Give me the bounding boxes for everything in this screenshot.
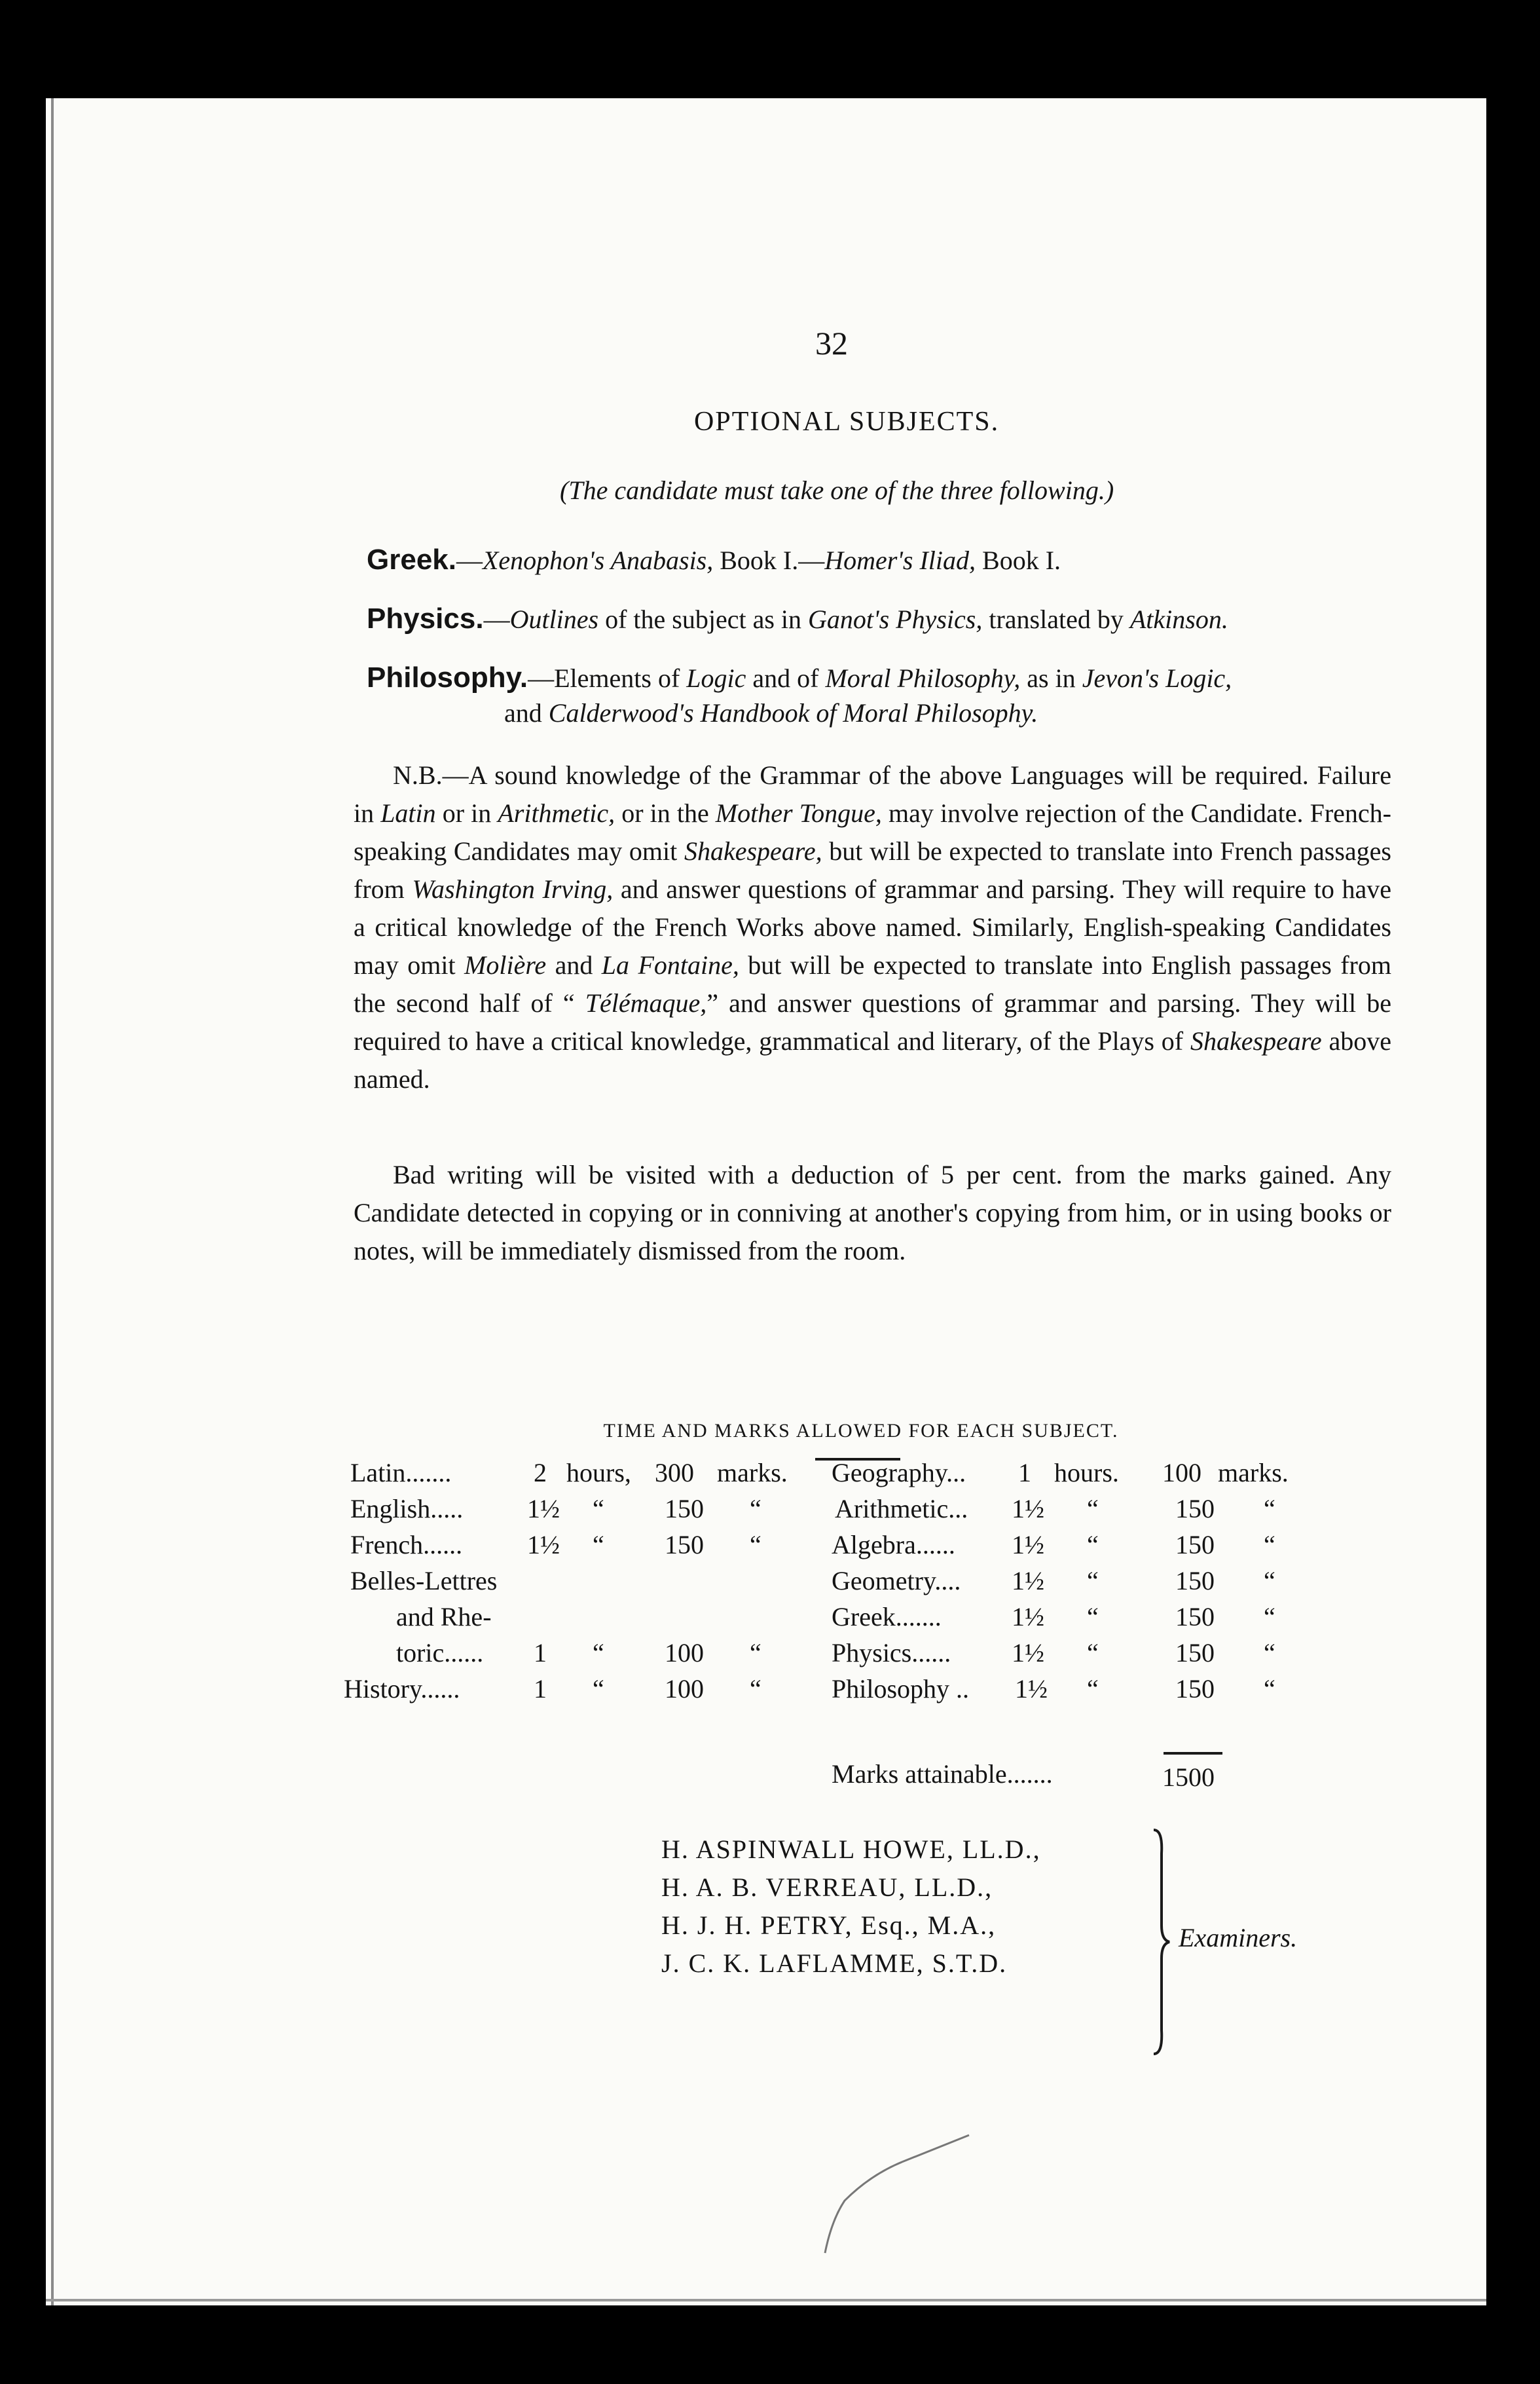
table-cell-hours: 1½ — [527, 1494, 560, 1523]
table-cell-hours: 1½ — [1012, 1530, 1044, 1559]
table-cell-hours: 1 — [534, 1674, 547, 1704]
text-italic: Télémaque, — [585, 988, 707, 1018]
text-italic: Xenophon's Anabasis, — [482, 546, 714, 575]
text: translated by — [982, 605, 1130, 634]
table-cell-subject: Philosophy .. — [832, 1674, 970, 1704]
text: may involve rejection of the Candidate. French-speaking Candidates may omit — [354, 798, 1391, 866]
text-italic: Homer's Iliad, — [824, 546, 976, 575]
table-cell-hours: 1½ — [527, 1530, 560, 1559]
table-cell-marks-unit: “ — [750, 1494, 761, 1523]
text: as in — [1020, 663, 1082, 693]
table-cell-marks-unit: “ — [1264, 1638, 1275, 1667]
subject-philosophy — [367, 661, 1232, 694]
text: and — [546, 950, 602, 980]
text: or in the — [615, 798, 716, 828]
text-italic: Ganot's Physics, — [808, 605, 983, 634]
text-italic: La Fontaine, — [601, 950, 739, 980]
table-cell-marks-unit: “ — [750, 1638, 761, 1667]
total-label: Marks attainable....... — [832, 1759, 1053, 1789]
table-cell-subject: Arithmetic... — [835, 1494, 968, 1523]
table-cell-marks-unit: “ — [1264, 1674, 1275, 1704]
subject-name: Physics. — [367, 603, 484, 635]
examiner-name: H. J. H. PETRY, Esq., M.A., — [661, 1910, 997, 1940]
table-cell-subject: Belles-Lettres — [350, 1566, 498, 1595]
text-italic: Mother Tongue, — [715, 798, 882, 828]
page-edge-shadow — [51, 98, 54, 2305]
table-cell-hours: 1½ — [1012, 1494, 1044, 1523]
subject-name: Philosophy. — [367, 661, 528, 694]
text-italic: Latin — [380, 798, 436, 828]
table-cell-marks-unit: “ — [1264, 1494, 1275, 1523]
bad-writing-paragraph: Bad writing will be visited with a deduction of 5 per cent. from the marks gained. Any Candidate detected in copying or in conniving at another's copying from him, or in using books or notes, will be immediately dismissed from the room. — [354, 1160, 1391, 1265]
examiner-name: J. C. K. LAFLAMME, S.T.D. — [661, 1948, 1008, 1978]
text-italic: Arithmetic, — [498, 798, 615, 828]
table-cell-hours: 1½ — [1012, 1602, 1044, 1631]
text-italic: Washington Irving, — [412, 874, 614, 904]
table-cell-marks-unit: “ — [750, 1530, 761, 1559]
text-italic: Molière — [464, 950, 547, 980]
examiner-name: H. A. B. VERREAU, LL.D., — [661, 1872, 993, 1902]
table-cell-hours-unit: “ — [1087, 1566, 1099, 1595]
text: Book I. — [976, 546, 1061, 575]
total-value: 1500 — [1162, 1762, 1215, 1792]
table-cell-hours-unit: “ — [1087, 1638, 1099, 1667]
text: — — [456, 546, 483, 575]
table-cell-hours-unit: “ — [1087, 1674, 1099, 1704]
table-cell-marks: 150 — [665, 1494, 704, 1523]
table-cell-hours-unit: hours. — [1054, 1458, 1119, 1487]
table-cell-hours: 2 — [534, 1458, 547, 1487]
examiners-label: Examiners. — [1179, 1923, 1298, 1952]
table-cell-subject: Geometry.... — [832, 1566, 961, 1595]
table-cell-subject: History...... — [344, 1674, 460, 1704]
text-italic: Shakespeare — [1190, 1026, 1322, 1056]
table-cell-marks-unit: “ — [1264, 1602, 1275, 1631]
text: N.B.—A sound knowledge of the Grammar of the above Languages will be required. Failure in — [354, 760, 1391, 828]
table-cell-hours: 1½ — [1012, 1638, 1044, 1667]
table-cell-marks: 150 — [665, 1530, 704, 1559]
table-cell-hours: 1½ — [1015, 1674, 1048, 1704]
text: or in — [435, 798, 498, 828]
table-cell-subject: Greek....... — [832, 1602, 942, 1631]
text: and — [504, 698, 549, 728]
table-cell-subject: French...... — [350, 1530, 463, 1559]
text: —Elements of — [528, 663, 687, 693]
table-cell-marks: 100 — [665, 1638, 704, 1667]
text-italic: Atkinson. — [1129, 605, 1228, 634]
text-italic: Shakespeare, — [684, 836, 822, 866]
table-cell-marks: 150 — [1175, 1674, 1215, 1704]
document-page — [46, 98, 1486, 2305]
table-cell-marks-unit: “ — [1264, 1530, 1275, 1559]
table-cell-marks: 150 — [1175, 1494, 1215, 1523]
subject-physics — [367, 603, 1228, 635]
table-cell-subject: Geography... — [832, 1458, 966, 1487]
table-cell-marks: 300 — [655, 1458, 694, 1487]
nb-paragraph — [354, 756, 1391, 1098]
table-cell-subject: Algebra...... — [832, 1530, 955, 1559]
instruction-note: (The candidate must take one of the three following.) — [560, 475, 1114, 505]
subject-philosophy-line-2 — [504, 698, 1038, 728]
table-cell-subject: Physics...... — [832, 1638, 951, 1667]
table-cell-hours-unit: “ — [593, 1638, 604, 1667]
text: — — [483, 605, 510, 634]
table-cell-hours: 1 — [1018, 1458, 1031, 1487]
table-cell-subject: English..... — [350, 1494, 464, 1523]
text-italic: Logic — [686, 663, 746, 693]
table-heading: TIME AND MARKS ALLOWED FOR EACH SUBJECT. — [603, 1420, 1119, 1442]
text: and of — [746, 663, 826, 693]
table-cell-marks: 150 — [1175, 1602, 1215, 1631]
subject-greek — [367, 544, 1061, 576]
text-italic: Calderwood's Handbook of Moral Philosophy. — [548, 698, 1038, 728]
section-title: OPTIONAL SUBJECTS. — [694, 407, 1000, 437]
table-cell-marks-unit: “ — [750, 1674, 761, 1704]
table-cell-marks: 150 — [1175, 1638, 1215, 1667]
table-cell-hours-unit: “ — [593, 1494, 604, 1523]
table-cell-marks-unit: marks. — [717, 1458, 788, 1487]
table-cell-hours-unit: “ — [593, 1530, 604, 1559]
text-italic: Jevon's Logic, — [1082, 663, 1232, 693]
table-cell-hours-unit: hours, — [566, 1458, 631, 1487]
table-cell-marks-unit: marks. — [1218, 1458, 1289, 1487]
text-italic: Outlines — [509, 605, 599, 634]
curly-brace — [1151, 1827, 1171, 2057]
total-rule — [1164, 1752, 1222, 1755]
page-edge-shadow-bottom — [46, 2299, 1486, 2301]
table-cell-hours-unit: “ — [1087, 1530, 1099, 1559]
text: of the subject as in — [598, 605, 809, 634]
table-cell-hours: 1½ — [1012, 1566, 1044, 1595]
text-italic: Moral Philosophy, — [825, 663, 1021, 693]
subject-name: Greek. — [367, 544, 456, 576]
table-cell-subject: toric...... — [396, 1638, 484, 1667]
table-cell-subject: and Rhe- — [396, 1602, 492, 1631]
table-cell-marks: 150 — [1175, 1566, 1215, 1595]
table-cell-hours-unit: “ — [1087, 1602, 1099, 1631]
text: but will be expected to translate into English passages from the second half of “ — [354, 950, 1391, 1018]
table-cell-subject: Latin....... — [350, 1458, 452, 1487]
table-cell-hours-unit: “ — [593, 1674, 604, 1704]
text: above named. — [354, 1026, 1391, 1094]
table-cell-hours: 1 — [534, 1638, 547, 1667]
table-cell-marks: 100 — [665, 1674, 704, 1704]
text: and answer questions of grammar and parsing. They will require to have a critical knowledge of the French Works above named. Similarly, English-speaking Candidates may omit — [354, 874, 1391, 980]
page-number: 32 — [815, 325, 848, 362]
text: Book I.— — [713, 546, 825, 575]
table-cell-marks-unit: “ — [1264, 1566, 1275, 1595]
table-cell-marks: 100 — [1162, 1458, 1201, 1487]
text: but will be expected to translate into French passages from — [354, 836, 1391, 904]
text: ” and answer questions of grammar and parsing. They will be required to have a critical knowledge, grammatical and literary, of the Plays of — [354, 988, 1391, 1056]
table-cell-hours-unit: “ — [1087, 1494, 1099, 1523]
examiner-name: H. ASPINWALL HOWE, LL.D., — [661, 1835, 1041, 1864]
pencil-mark — [818, 2122, 1015, 2292]
table-cell-marks: 150 — [1175, 1530, 1215, 1559]
